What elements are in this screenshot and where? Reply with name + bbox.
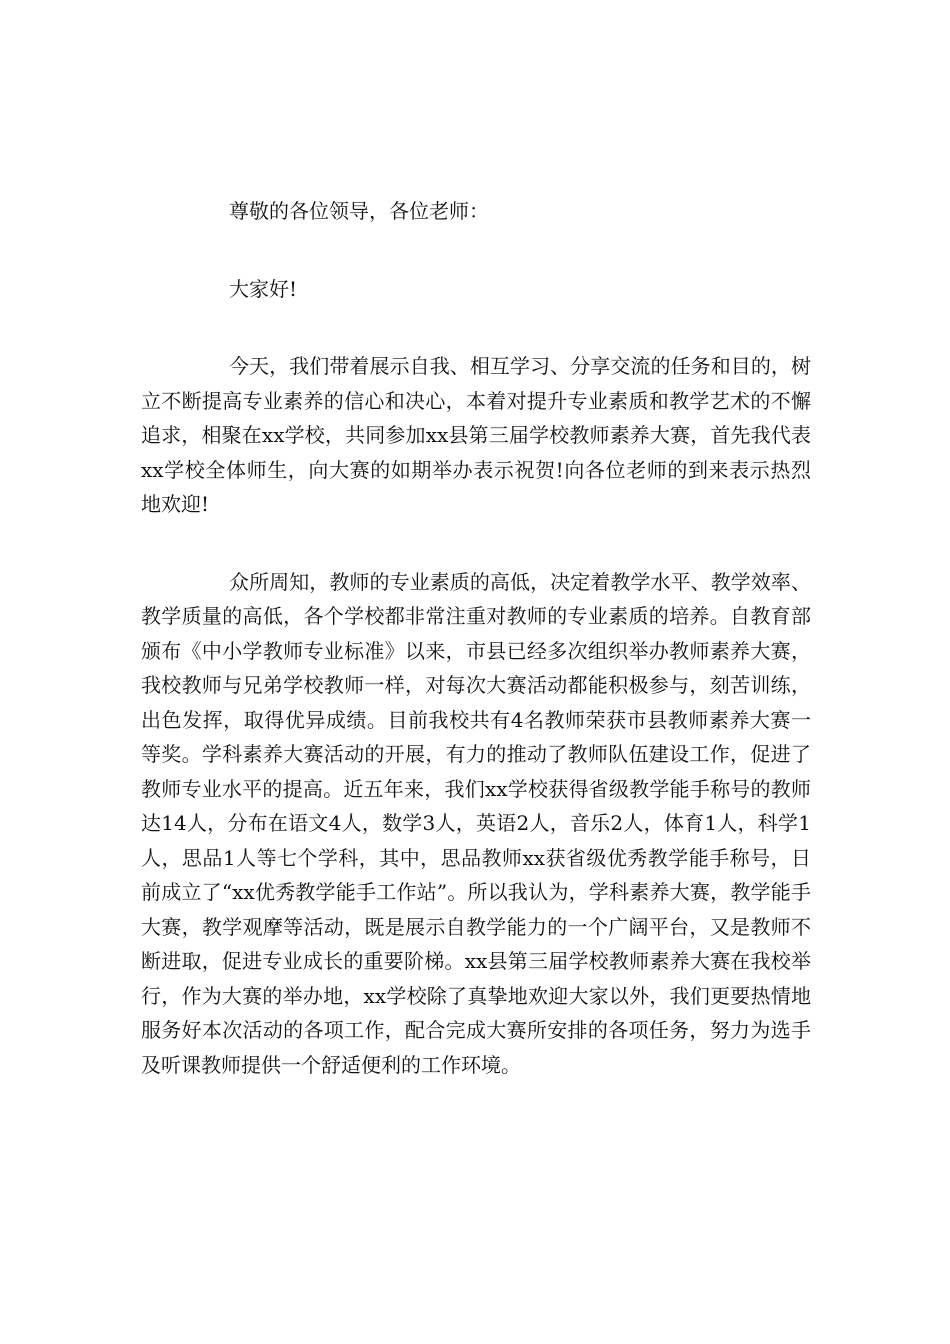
document-body — [141, 194, 811, 1082]
paragraph: 众所周知，教师的专业素质的高低，决定着教学水平、教学效率、教学质量的高低，各个学校都非常注重对教师的专业素质的培养。自教育部颁布《中小学教师专业标准》以来，市县已经多次组织举办教师素养大赛，我校教师与兄弟学校教师一样，对每次大赛活动都能积极参与，刻苦训练，出色发挥，取得优异成绩。目前我校共有4名教师荣获市县教师素养大赛一等奖。学科素养大赛活动的开展，有力的推动了教师队伍建设工作，促进了教师专业水平的提高。近五年来，我们xx学校获得省级教学能手称号的教师达14人，分布在语文4人，数学3人，英语2人，音乐2人，体育1人，科学1人，思品1人等七个学科，其中，思品教师xx获省级优秀教学能手称号，日前成立了“xx优秀教学能手工作站”。所以我认为，学科素养大赛，教学能手大赛，教学观摩等活动，既是展示自教学能力的一个广阔平台，又是教师不断进取，促进专业成长的重要阶梯。xx县第三届学校教师素养大赛在我校举行，作为大赛的举办地，xx学校除了真挚地欢迎大家以外，我们更要热情地服务好本次活动的各项工作，配合完成大赛所安排的各项任务，努力为选手及听课教师提供一个舒适便利的工作环境。 — [141, 569, 811, 1077]
salutation: 尊敬的各位领导，各位老师： — [229, 199, 489, 223]
greeting: 大家好! — [229, 276, 298, 301]
paragraph: 今天，我们带着展示自我、相互学习、分享交流的任务和目的，树立不断提高专业素养的信心和决心，本着对提升专业素质和教学艺术的不懈追求，相聚在xx学校，共同参加xx县第三届学校教师素养大赛，首先我代表xx学校全体师生，向大赛的如期举办表示祝贺!向各位老师的到来表示热烈地欢迎! — [141, 354, 811, 516]
